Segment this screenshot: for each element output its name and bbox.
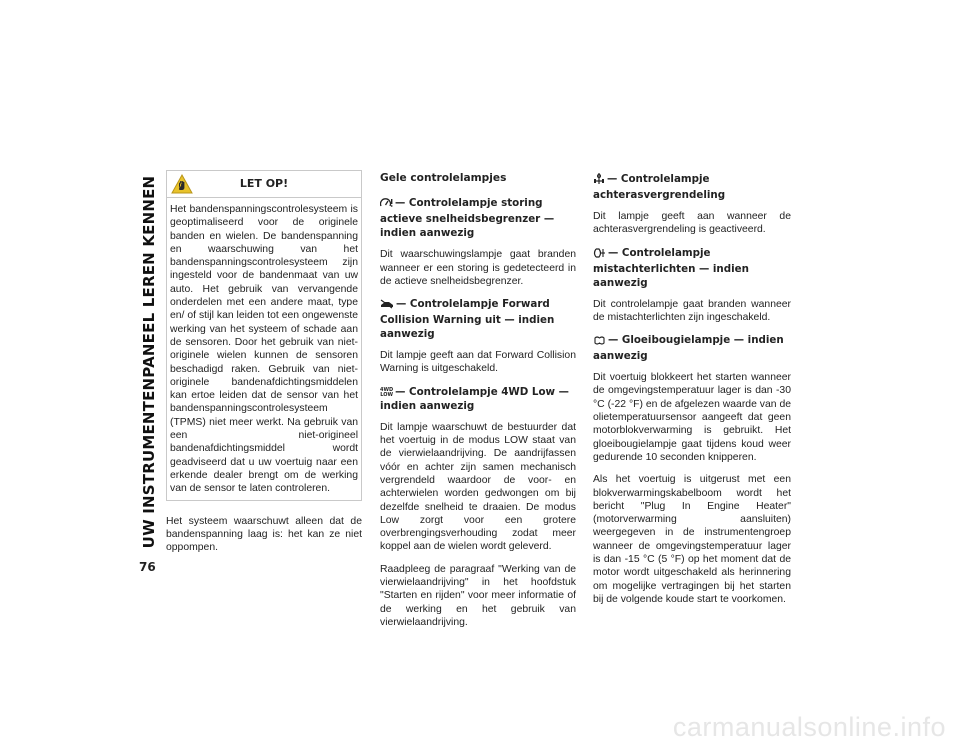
column-left bbox=[166, 170, 362, 563]
rear-fog-light-icon bbox=[593, 248, 606, 262]
rear-locker-heading bbox=[593, 172, 791, 202]
fcw-heading bbox=[380, 297, 576, 341]
rear-axle-lock-icon bbox=[593, 173, 605, 188]
four-wd-low-text: Dit lampje waarschuwt de bestuurder dat het voertuig in de modus LOW staat van de vierwielaandrijving. De aandrijfassen vóór en achter zijn samen mechanisch vergrendeld waardoor de voor- en achterwielen worden gedwongen om bij dezelfde snelheid te draaien. De modus Low zorgt voor een grotere overbrengingsverhouding zodat meer koppel aan de wielen wordt geleverd. bbox=[380, 421, 576, 553]
watermark: carmanualsonline.info bbox=[672, 712, 946, 742]
speed-limiter-text: Dit waarschuwingslampje gaat branden wanneer er een storing is gedetecteerd in de actieve snelheidsbegrenzer. bbox=[380, 249, 576, 287]
page-number: 76 bbox=[139, 560, 156, 574]
rear-fog-heading-text: — Controlelampje mistachterlichten — indien aanwezig bbox=[593, 246, 749, 289]
caution-title: LET OP! bbox=[239, 177, 289, 191]
block-heater-text: Als het voertuig is uitgerust met een blokverwarmingskabelboom wordt het bericht "Plug In Engine Heater" (motorverwarming aansluiten) weergegeven in de instrumentengroep wanneer de omgevingstemperatuur lager is dan -15 °C (5 °F) op het moment dat de motor wordt uitgeschakeld als herinnering om mogelijke vertragingen bij het starten bij de volgende koude start te voorkomen. bbox=[593, 474, 791, 605]
rear-locker-heading-text: — Controlelampje achterasvergrendeling bbox=[593, 173, 726, 201]
fcw-heading-text: — Controlelampje Forward Collision Warning uit — indien aanwezig bbox=[380, 298, 555, 341]
four-wd-low-heading-text: — Controlelampje 4WD Low — indien aanwezig bbox=[380, 385, 569, 412]
four-wd-low-icon-top: 4WD bbox=[380, 386, 394, 393]
section-title: Gele controlelampjes bbox=[380, 172, 507, 184]
column-middle bbox=[380, 172, 576, 638]
speed-limiter-fault-icon bbox=[380, 197, 393, 212]
caution-box bbox=[166, 170, 362, 501]
four-wd-low-reference: Raadpleeg de paragraaf "Werking van de vierwielaandrijving" in het hoofdstuk "Starten en rijden" voor meer informatie of de werking en het gebruik van vierwielaandrijving. bbox=[380, 563, 576, 628]
caution-header bbox=[167, 171, 361, 198]
speed-limiter-heading-text: — Controlelampje storing actieve snelheidsbegrenzer — indien aanwezig bbox=[380, 197, 555, 240]
fcw-text: Dit lampje geeft aan dat Forward Collision Warning is uitgeschakeld. bbox=[380, 350, 576, 375]
warning-hand-icon bbox=[171, 174, 193, 194]
chapter-title: UW INSTRUMENTENPANEEL LEREN KENNEN bbox=[140, 175, 158, 549]
tpms-note: Het systeem waarschuwt alleen dat de bandenspanning laag is: het kan ze niet oppompen. bbox=[166, 515, 362, 554]
glow-plug-icon bbox=[593, 335, 606, 349]
chapter-side-tab bbox=[138, 174, 160, 550]
forward-collision-off-icon bbox=[380, 299, 394, 313]
rear-fog-heading bbox=[593, 246, 791, 290]
four-wd-low-heading bbox=[380, 385, 576, 413]
rear-locker-text: Dit lampje geeft aan wanneer de achterasvergrendeling is geactiveerd. bbox=[593, 211, 791, 236]
rear-fog-text: Dit controlelampje gaat branden wanneer de mistachterlichten zijn ingeschakeld. bbox=[593, 298, 791, 323]
four-wd-low-icon-bottom: LOW bbox=[380, 391, 393, 398]
column-right bbox=[593, 172, 791, 615]
caution-text: Het bandenspanningscontrolesysteem is geoptimaliseerd voor de originele banden en wielen. De bandenspanning en waarschuwing van het bandenspanningscontrolesysteem zijn ingesteld voor de bandenmaat van uw auto. Het gebruik van vervangende onderdelen met een andere maat, type en/ of stijl kan leiden tot een ongewenste werking van het systeem of schade aan de sensoren. Door het gebruik van niet-originele wielen kunnen de sensoren beschadigd raken. Gebruik van niet-originele bandenafdichtingsmiddelen kan ertoe leiden dat de sensor van het bandenspanningscontrolesysteem (TPMS) niet meer werkt. Na gebruik van een niet-origineel bandenafdichtingsmiddel wordt geadviseerd dat u uw voertuig naar een erkende dealer brengt om de werking van de sensor te laten controleren. bbox=[170, 204, 358, 495]
glow-plug-heading-text: — Gloeibougielampje — indien aanwezig bbox=[593, 334, 784, 363]
four-wd-low-icon bbox=[380, 388, 393, 398]
glow-plug-text: Dit voertuig blokkeert het starten wanneer de omgevingstemperatuur lager is dan -30 °C (-22 °F) en de afgelezen waarde van de olietemperatuursensor aangeeft dat geen motorblokverwarming is gebruikt. Het gloeibougielampje gaat tijdens koud weer gedurende 10 seconden knipperen. bbox=[593, 372, 791, 463]
glow-plug-heading bbox=[593, 333, 791, 363]
speed-limiter-heading bbox=[380, 196, 576, 240]
